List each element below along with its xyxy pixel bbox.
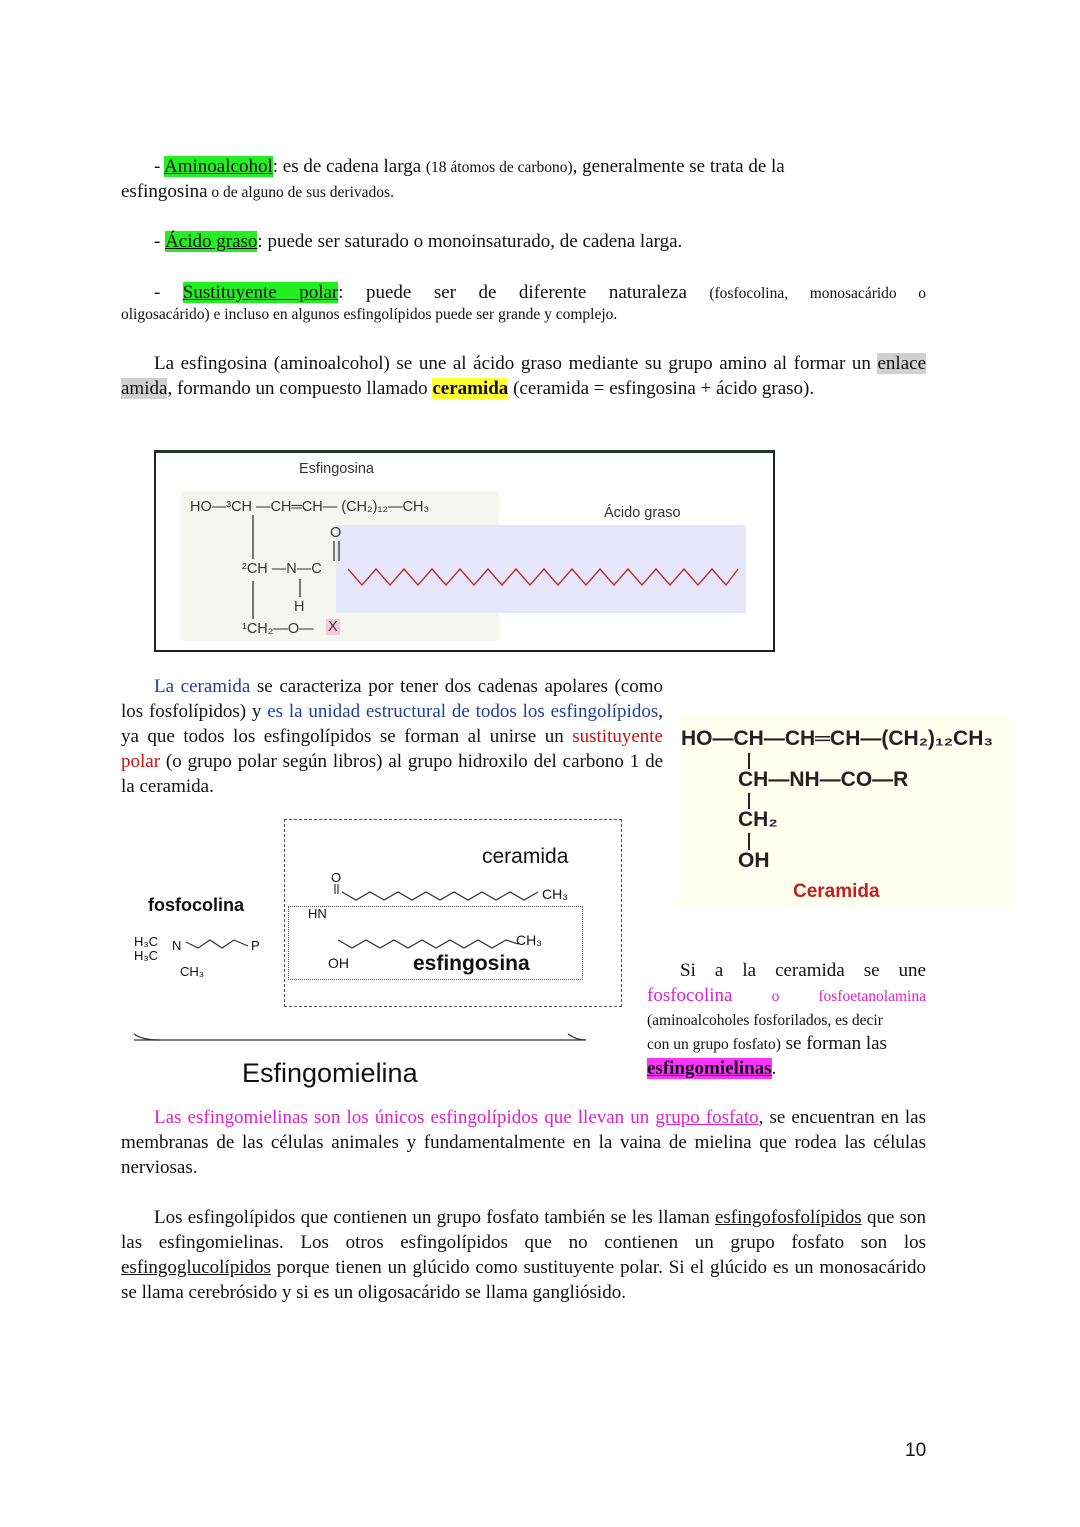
formula-oxygen: O: [330, 525, 342, 541]
n-label: N: [172, 938, 182, 953]
bullet-aminoalcohol: [121, 154, 926, 180]
ch3-mid: CH₃: [516, 932, 542, 948]
bullet-paren: (fosfocolina, monosacárido o: [709, 285, 927, 302]
text-red: sustituyente polar: [121, 726, 663, 772]
text: Si a la ceramida se une: [680, 960, 926, 981]
text-pink: o: [771, 988, 780, 1005]
text: se caracteriza por tener dos cadenas apolares (como los fosfolípidos) y: [121, 676, 663, 722]
ch3-n: CH₃: [180, 964, 205, 979]
text-small: con un grupo fosfato): [647, 1036, 781, 1053]
text: se forman las: [780, 1033, 887, 1054]
label-ceramida: ceramida: [482, 845, 569, 868]
text: (ceramida = esfingosina + ácido graso).: [508, 378, 815, 399]
term-aminoalcohol: Aminoalcohol: [164, 156, 273, 177]
bullet-aminoalcohol-line2: [121, 179, 926, 205]
p-label: P: [251, 938, 260, 953]
formula-row1: HO—³CH —CH═CH— (CH₂)₁₂—CH₃: [190, 499, 430, 515]
formula-x: X: [328, 619, 338, 635]
bullet-sustituyente-line2: [121, 304, 926, 326]
ceramida-row3: CH₂: [738, 808, 778, 831]
label-fosfocolina: fosfocolina: [148, 895, 245, 915]
formula-row3: ¹CH₂—O—: [242, 621, 314, 637]
paragraph-esfingomielinas: [121, 1105, 926, 1180]
formula-row2: ²CH —N—C: [242, 561, 322, 577]
ceramida-row2: CH—NH—CO—R: [738, 768, 909, 791]
line: [647, 1032, 926, 1056]
h3c-1: H₃C: [134, 934, 159, 949]
term-esfingofosfolipidos: esfingofosfolípidos: [714, 1207, 862, 1228]
term-esfingomielinas: esfingomielinas: [647, 1058, 772, 1079]
paragraph-fosfocolina: [647, 958, 926, 1081]
ch3-top: CH₃: [542, 886, 568, 902]
ceramida-caption: Ceramida: [793, 881, 880, 902]
text: , ya que todos los esfingolípidos se forman al unirse un: [121, 701, 663, 747]
bullet-dash: -: [154, 282, 161, 303]
figure1-bonds: [156, 453, 773, 650]
ceramida-row4: OH: [738, 849, 770, 872]
text-pink: Las esfingomielinas son los únicos esfingolípidos que llevan un: [154, 1107, 656, 1128]
bullet-text: : es de cadena larga: [272, 156, 426, 177]
bullet-sustituyente: [121, 280, 926, 306]
bullet-acido-graso: [121, 229, 926, 254]
formula-hydrogen: H: [294, 599, 305, 615]
bullet-paren: (18 átomos de carbono): [425, 159, 573, 176]
oh-label: OH: [328, 955, 349, 971]
paragraph-esfingofosfolipidos: [121, 1205, 926, 1305]
h3c-2: H₃C: [134, 948, 159, 963]
bullet-text-small: oligosacárido) e incluso en algunos esfingolípidos puede ser grande y complejo.: [121, 306, 618, 323]
line: [647, 983, 926, 1009]
o-label: O: [331, 870, 342, 885]
text: porque tienen un glúcido como sustituyente polar. Si el glúcido es un monosacárido se llama cerebrósido y si es un oligosacárido se llama gangliósido.: [121, 1257, 926, 1303]
bullet-text: , generalmente se trata de la: [572, 156, 785, 177]
line: [647, 1056, 926, 1081]
ceramida-row1: HO—CH—CH═CH—(CH₂)₁₂CH₃: [681, 727, 994, 750]
term-enlace-amida: enlace amida: [121, 353, 926, 399]
text: .: [771, 1058, 777, 1079]
caption-esfingomielina: Esfingomielina: [242, 1058, 418, 1088]
bullet-text-small: o de alguno de sus derivados.: [207, 184, 394, 201]
text-blue: La ceramida: [154, 676, 251, 697]
bullet-dash: -: [154, 156, 161, 177]
text-small: (aminoalcoholes fosforilados, es decir: [647, 1012, 883, 1029]
figure-esfingomielina: [120, 812, 640, 1092]
ceramida-bonds: [679, 713, 1009, 908]
figure-ceramida-structure: [154, 450, 775, 652]
page-number: 10: [905, 1440, 927, 1461]
figure-ceramida-formula: [679, 713, 1009, 908]
bullet-text: : puede ser saturado o monoinsaturado, de cadena larga.: [257, 231, 683, 252]
bullet-text: : puede ser de diferente naturaleza: [338, 282, 710, 303]
label-acido-graso: Ácido graso: [604, 505, 681, 521]
text: , formando un compuesto llamado: [167, 378, 433, 399]
bullet-dash: -: [154, 231, 161, 252]
esfingomielina-bonds: [120, 812, 640, 1092]
paragraph-ceramida: [121, 351, 926, 401]
text-pink: fosfocolina: [647, 985, 733, 1006]
label-esfingosina: Esfingosina: [299, 461, 374, 477]
text: que son las esfingomielinas. Los otros esfingolípidos que no contienen un grupo fosfato son los: [121, 1207, 927, 1253]
term-esfingoglucolipidos: esfingoglucolípidos: [121, 1257, 271, 1278]
term-acido-graso: Ácido graso: [165, 231, 258, 252]
term-ceramida: ceramida: [432, 378, 509, 399]
text: Los esfingolípidos que contienen un grupo fosfato también se les llaman: [154, 1207, 715, 1228]
term-grupo-fosfato: grupo fosfato: [655, 1107, 759, 1128]
text-blue: es la unidad estructural de todos los esfingolípidos: [267, 701, 659, 722]
hn-label: HN: [308, 906, 327, 921]
text: La esfingosina (aminoalcohol) se une al ácido graso mediante su grupo amino al formar un: [154, 353, 878, 374]
label-esfingosina: esfingosina: [413, 952, 530, 975]
text: , se encuentran en las membranas de las células animales y fundamentalmente en la vaina de mielina que rodea las células nerviosas.: [121, 1107, 926, 1178]
term-sustituyente-polar: Sustituyente polar: [182, 282, 339, 303]
line: [647, 958, 926, 983]
text: (o grupo polar según libros) al grupo hidroxilo del carbono 1 de la ceramida.: [121, 751, 663, 797]
text-pink: fosfoetanolamina: [818, 988, 926, 1005]
bullet-text: esfingosina: [121, 181, 208, 202]
line: [647, 1009, 926, 1032]
